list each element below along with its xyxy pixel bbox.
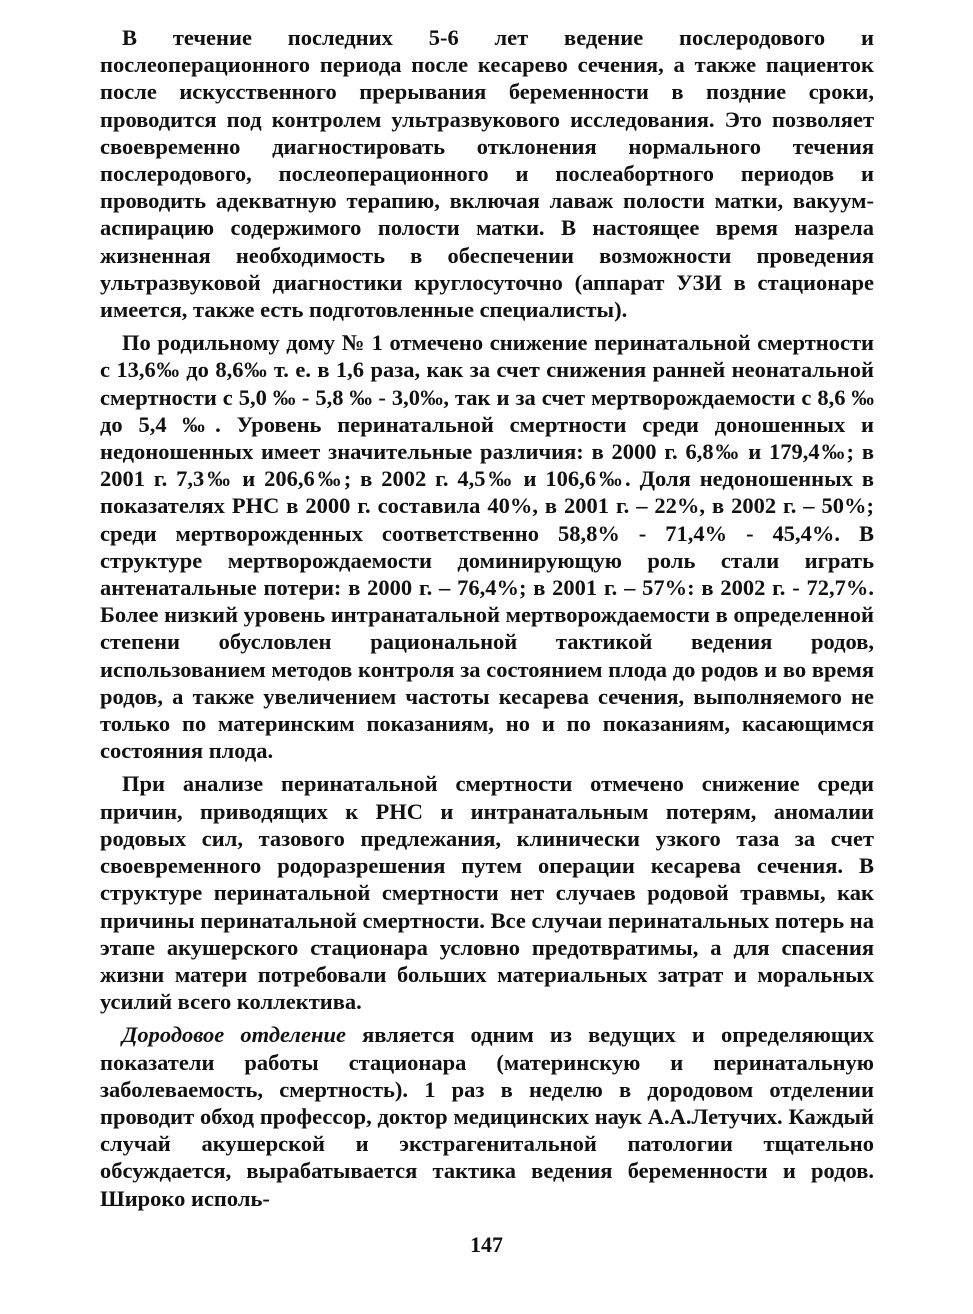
paragraph-mortality-analysis bbox=[100, 770, 874, 1015]
paragraph-perinatal-mortality bbox=[100, 329, 874, 764]
paragraph-antenatal-department bbox=[100, 1021, 874, 1211]
page-number: 147 bbox=[470, 1232, 503, 1257]
paragraph-text: По родильному дому № 1 отмечено снижение перинатальной смертности с 13,6‰ до 8,6‰ т. е. в 1,6 раза, как за счет снижения ранней неонатальной смертности с 5,0 ‰ - 5,8 ‰ - 3,0‰, так и за счет мертворождаемости с 8,6 ‰ до 5,4 ‰. Уровень перинатальной смертности среди доношенных и недоношенных имеет значительные различия: в 2000 г. 6,8‰ и 179,4‰; в 2001 г. 7,3‰ и 206,6‰; в 2002 г. 4,5‰ и 106,6‰. Доля недоношенных в показателях РНС в 2000 г. составила 40%, в 2001 г. – 22%, в 2002 г. – 50%; среди мертворожденных соответственно 58,8% - 71,4% - 45,4%. В структуре мертворождаемости доминирующую роль стали играть антенатальные потери: в 2000 г. – 76,4%; в 2001 г. – 57%: в 2002 г. - 72,7%. Более низкий уровень интранатальной мертворождаемости в определенной степени обусловлен рациональной тактикой ведения родов, использованием методов контроля за состоянием плода до родов и во время родов, а также увеличением частоты кесарева сечения, выполняемого не только по материнским показаниям, но и по показаниям, касающимся состояния плода. bbox=[100, 330, 874, 764]
page-body bbox=[100, 24, 874, 1212]
paragraph-text: является одним из ведущих и определяющих показатели работы стационара (материнскую и перинатальную заболеваемость, смертность). 1 раз в неделю в дородовом отделении проводит обход профессор, доктор медицинских наук А.А.Летучих. Каждый случай акушерской и экстрагенитальной патологии тщательно обсуждается, вырабатывается тактика ведения беременности и родов. Широко исполь- bbox=[100, 1022, 875, 1211]
paragraph-text: При анализе перинатальной смертности отмечено снижение среди причин, приводящих к РНС и интранатальным потерям, аномалии родовых сил, тазового предлежания, клинически узкого таза за счет своевременного родоразрешения путем операции кесарева сечения. В структуре перинатальной смертности нет случаев родовой травмы, как причины перинатальной смертности. Все случаи перинатальных потерь на этапе акушерского стационара условно предотвратимы, а для спасения жизни матери потребовали больших материальных затрат и моральных усилий всего коллектива. bbox=[100, 771, 874, 1015]
paragraph-postoperative-ultrasound bbox=[100, 24, 874, 323]
paragraph-lead-term: Дородовое отделение bbox=[122, 1022, 346, 1048]
paragraph-text: В течение последних 5-6 лет ведение послеродового и послеоперационного периода после кесарево сечения, а также пациенток после искусственного прерывания беременности в поздние сроки, проводится под контролем ультразвукового исследования. Это позволяет своевременно диагностировать отклонения нормального течения послеродового, послеоперационного и послеабортного периодов и проводить адекватную терапию, включая лаваж полости матки, вакуум-аспирацию содержимого полости матки. В настоящее время назрела жизненная необходимость в обеспечении возможности проведения ультразвуковой диагностики круглосуточно (аппарат УЗИ в стационаре имеется, также есть подготовленные специалисты). bbox=[100, 25, 874, 323]
